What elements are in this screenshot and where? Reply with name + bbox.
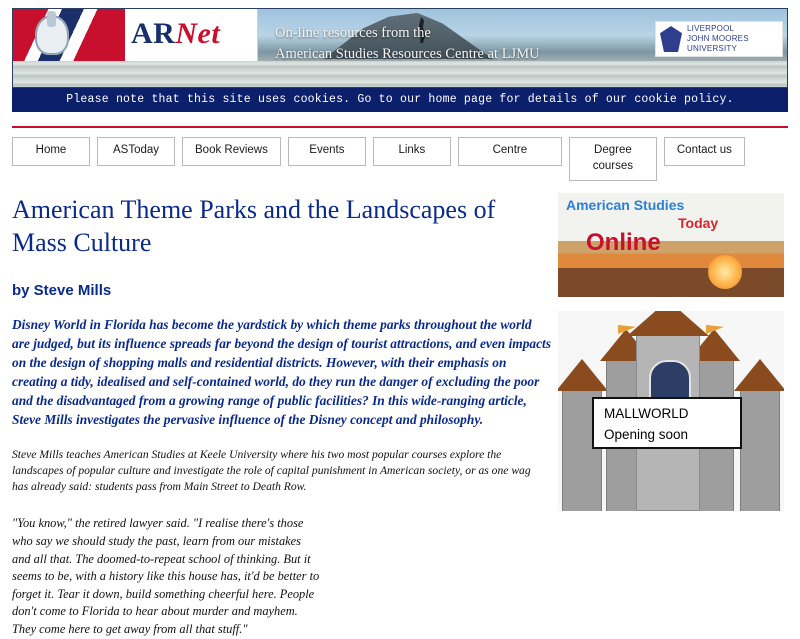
flag-stripes-icon [13, 9, 125, 61]
sidebar-column [558, 193, 788, 511]
arnet-logo[interactable] [13, 9, 258, 61]
main-content [12, 193, 788, 639]
nav-item-centre[interactable]: Centre [458, 137, 562, 166]
nav-divider-rule [12, 126, 788, 128]
author-bio: Steve Mills teaches American Studies at Keele University where his two most popular courses explore the landscapes of popular culture and investigate the role of capital punishment in American society, or as one wag has already said: students pass from Main Street to Death Row. [12, 447, 531, 494]
nav-item-home[interactable]: Home [12, 137, 90, 166]
nav-item-degree-courses[interactable]: Degree courses [569, 137, 657, 181]
mallworld-castle-illustration [558, 311, 784, 511]
ast-banner-line2: Today [678, 215, 719, 232]
article-body-paragraph: "You know," the retired lawyer said. "I realise there's those who say we should study the past, learn from our mistakes and all that. The doomed-to-repeat school of thinking. But it seems to be, with a history like this house has, it'd be better to forget it. Tear it down, build something cheerful here. People don't come to Florida to hear about murder and mayhem. They come here to get away from all that stuff." [12, 516, 320, 637]
ljmu-line3: UNIVERSITY [687, 44, 738, 53]
mallworld-sign [592, 397, 742, 449]
statue-of-liberty-icon [35, 15, 69, 55]
arnet-wordmark-ar: AR [131, 17, 176, 50]
arnet-wordmark [131, 17, 220, 51]
article-byline: by Steve Mills [12, 281, 112, 299]
arnet-wordmark-net: Net [175, 17, 221, 50]
banner-tagline-line2: American Studies Resources Centre at LJMU [275, 46, 540, 63]
nav-item-contact-us[interactable]: Contact us [664, 137, 745, 166]
page-title: American Theme Parks and the Landscapes of Mass Culture [12, 195, 496, 258]
castle-roof-icon [734, 359, 784, 391]
main-navigation [12, 137, 788, 181]
mallworld-sign-line2: Opening soon [604, 426, 689, 442]
ast-banner-line1: American Studies [566, 197, 685, 214]
castle-tower-right [740, 389, 780, 511]
banner-tagline [275, 23, 595, 65]
sunset-icon [708, 255, 742, 289]
article-column [12, 193, 552, 639]
ast-banner-line3: Online [586, 229, 661, 257]
mallworld-sign-line1: MALLWORLD [604, 406, 689, 422]
ljmu-line2: JOHN MOORES [687, 34, 749, 43]
nav-item-astoday[interactable]: ASToday [97, 137, 175, 166]
castle-keep-roof-icon [627, 311, 709, 336]
site-banner [12, 8, 788, 88]
nav-item-links[interactable]: Links [373, 137, 451, 166]
banner-tagline-line1: On-line resources from the [275, 25, 431, 41]
american-studies-today-online-banner[interactable] [558, 193, 784, 297]
cookie-notice-bar[interactable] [12, 88, 788, 112]
castle-roof-icon [558, 359, 608, 391]
cookie-notice-text: Please note that this site uses cookies. Go to our home page for details of our cookie policy. [66, 93, 734, 106]
nav-item-events[interactable]: Events [288, 137, 366, 166]
ljmu-logo[interactable] [655, 21, 783, 57]
article-standfirst: Disney World in Florida has become the yardstick by which theme parks throughout the world are judged, but its influence spreads far beyond the design of tourist attractions, and even impacts on the design of shopping malls and residential districts. However, with their emphasis on creating a tidy, idealised and self-contained world, do they run the danger of excluding the poor and the disadvantaged from a growing range of public facilities? In this wide-ranging article, Steve Mills investigates the pervasive influence of the Disney concept and philosophy. [12, 316, 551, 427]
ljmu-shield-icon [660, 26, 682, 52]
nav-item-book-reviews[interactable]: Book Reviews [182, 137, 281, 166]
ljmu-line1: LIVERPOOL [687, 24, 735, 33]
ljmu-wordmark [687, 24, 749, 54]
